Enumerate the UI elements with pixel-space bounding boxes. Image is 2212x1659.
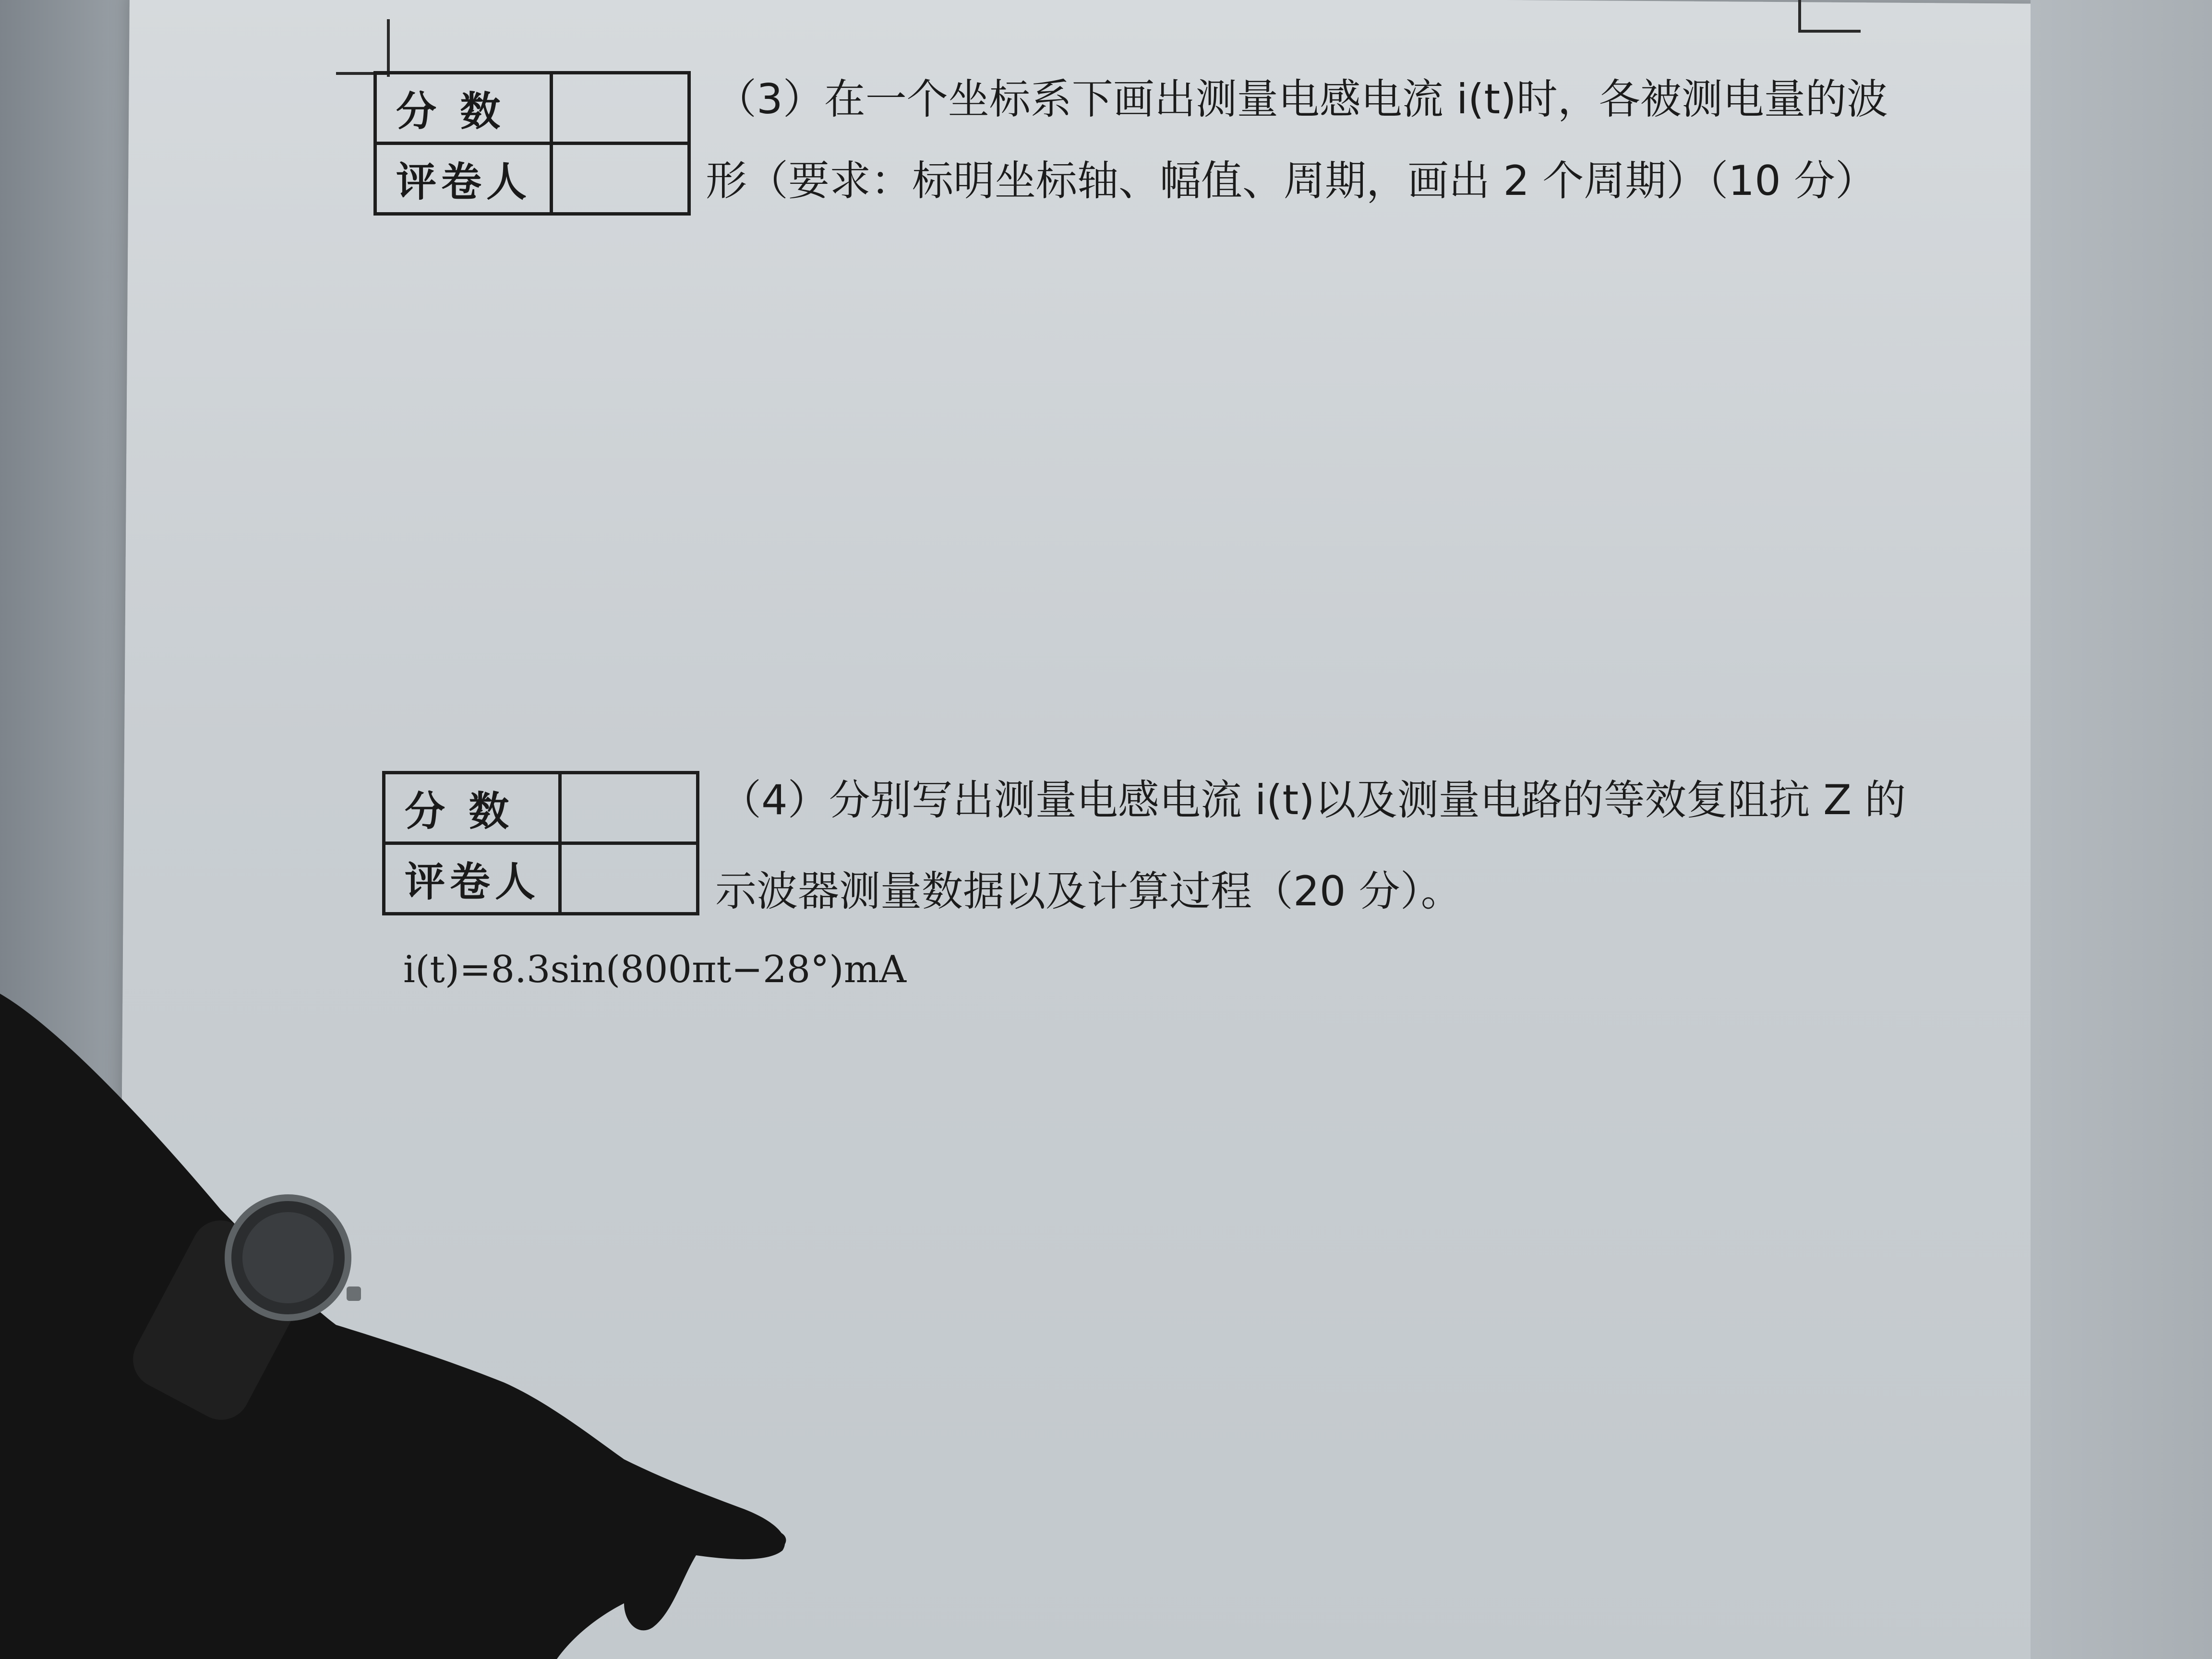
grader-label: 评卷人: [375, 144, 552, 214]
watch-crown: [347, 1286, 361, 1301]
question-3-line1: （3）在一个坐标系下画出测量电感电流 i(t)时，各被测电量的波: [715, 75, 1888, 123]
watch-dial: [242, 1212, 334, 1303]
score-label: 分 数: [375, 73, 552, 144]
current-formula: i(t)=8.3sin(800πt−28°)mA: [403, 948, 907, 991]
score-label: 分 数: [384, 773, 560, 843]
question-3-line2: 形（要求：标明坐标轴、幅值、周期，画出 2 个周期）（10 分）: [706, 157, 1877, 205]
arm-shape: [0, 994, 785, 1659]
question-4-line2: 示波器测量数据以及计算过程（20 分）。: [715, 867, 1462, 915]
grader-label: 评卷人: [384, 843, 560, 914]
question-4-line1: （4）分别写出测量电感电流 i(t)以及测量电路的等效复阻抗 Z 的: [720, 776, 1906, 824]
